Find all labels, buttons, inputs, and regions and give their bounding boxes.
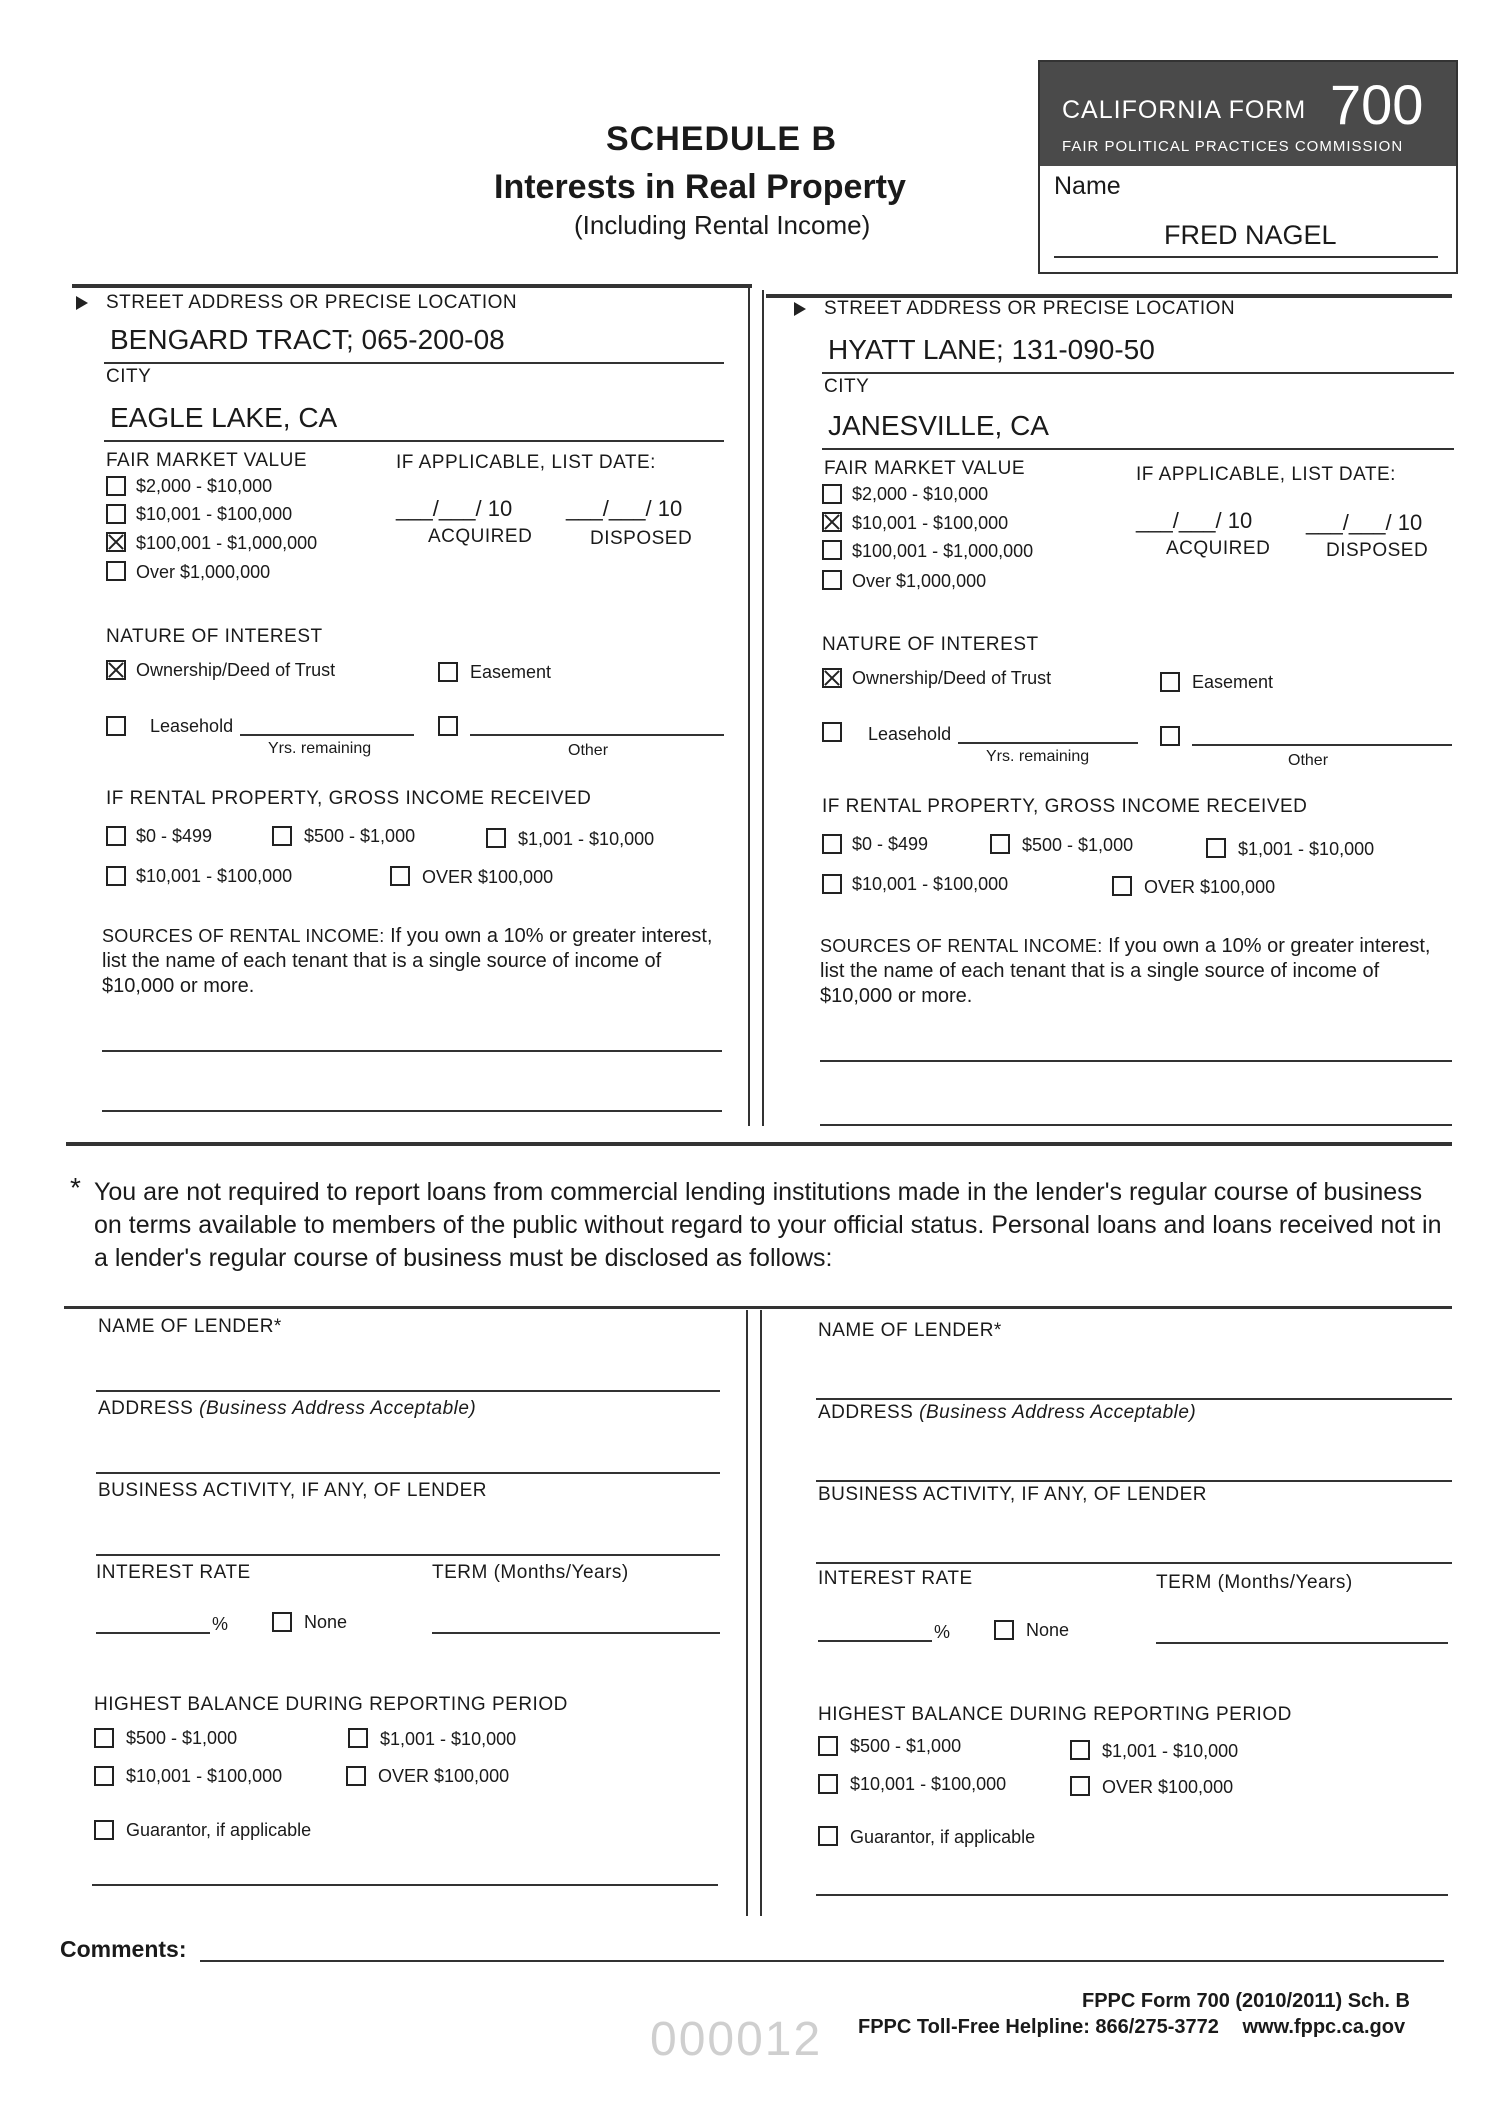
helpline-block [858, 2016, 1405, 2039]
street-label: STREET ADDRESS OR PRECISE LOCATION [106, 292, 518, 313]
acquired-label: ACQUIRED [1166, 538, 1271, 559]
other-label: Other [568, 742, 609, 759]
ownership-checkbox[interactable] [822, 668, 842, 688]
income-checkbox-3[interactable] [486, 828, 506, 848]
activity-line[interactable] [96, 1554, 720, 1556]
income-option: $1,001 - $10,000 [518, 829, 655, 849]
loan-column-divider-a [746, 1310, 748, 1916]
none-label: None [304, 1612, 348, 1632]
balance-option: $1,001 - $10,000 [1102, 1741, 1239, 1761]
term-line[interactable] [432, 1632, 720, 1634]
form-reference: FPPC Form 700 (2010/2011) Sch. B [1082, 1990, 1410, 2012]
sources-line-2 [102, 1110, 722, 1112]
term-label: TERM (Months/Years) [432, 1562, 629, 1583]
income-option: $1,001 - $10,000 [1238, 839, 1375, 859]
guarantor-label: Guarantor, if applicable [126, 1820, 312, 1840]
balance-checkbox-1[interactable] [94, 1728, 114, 1748]
city-label: CITY [824, 376, 870, 397]
fmv-checkbox-4[interactable] [822, 570, 842, 590]
ownership-checkbox[interactable] [106, 660, 126, 680]
sources-line-1 [102, 1050, 722, 1052]
income-checkbox-1[interactable] [822, 834, 842, 854]
rate-label: INTEREST RATE [818, 1568, 973, 1589]
name-line [1054, 256, 1438, 258]
loan-note: You are not required to report loans from commercial lending institutions made in the lender's regular course of business on terms available to members of the public without regard to your official status. Personal loans and loans received not in a lender's regular course of business must be disclosed as follows: [94, 1178, 1442, 1272]
disposed-date: ___/___/ 10 [1306, 510, 1423, 535]
asterisk: * [70, 1172, 81, 1203]
income-checkbox-1[interactable] [106, 826, 126, 846]
yrs-line [958, 742, 1138, 744]
income-option: $0 - $499 [852, 834, 929, 854]
city-line [822, 448, 1454, 450]
balance-option: $500 - $1,000 [126, 1728, 238, 1748]
other-checkbox[interactable] [1160, 726, 1180, 746]
income-checkbox-5[interactable] [390, 866, 410, 886]
street-label: STREET ADDRESS OR PRECISE LOCATION [824, 298, 1236, 319]
arrow-icon [76, 296, 88, 310]
fmv-label: FAIR MARKET VALUE [106, 450, 308, 471]
sources-line-1 [820, 1060, 1452, 1062]
fmv-option: $100,001 - $1,000,000 [136, 533, 318, 553]
balance-option: OVER $100,000 [378, 1766, 510, 1786]
lender-line[interactable] [816, 1398, 1452, 1400]
leasehold-checkbox[interactable] [106, 716, 126, 736]
address-line [822, 372, 1454, 374]
address-line [104, 362, 724, 364]
divider-middle [66, 1142, 1452, 1146]
income-option: $10,001 - $100,000 [852, 874, 1009, 894]
balance-checkbox-2[interactable] [348, 1728, 368, 1748]
address-line[interactable] [816, 1480, 1452, 1482]
sources-block [820, 934, 1452, 1009]
name-label: Name [1054, 172, 1121, 200]
rental-income-label: IF RENTAL PROPERTY, GROSS INCOME RECEIVED [822, 796, 1308, 817]
income-checkbox-4[interactable] [106, 866, 126, 886]
comments-label: Comments: [60, 1936, 187, 1962]
comments-line[interactable] [200, 1960, 1444, 1962]
helpline: FPPC Toll-Free Helpline: 866/275-3772 [858, 2016, 1219, 2038]
guarantor-label: Guarantor, if applicable [850, 1827, 1036, 1847]
ownership-label: Ownership/Deed of Trust [852, 668, 1052, 688]
income-checkbox-2[interactable] [272, 826, 292, 846]
address-value: BENGARD TRACT; 065-200-08 [110, 324, 505, 355]
form-number: 700 [1330, 73, 1424, 136]
schedule-title: SCHEDULE B [606, 120, 838, 158]
balance-option: $500 - $1,000 [850, 1736, 962, 1756]
leasehold-label: Leasehold [868, 724, 952, 744]
balance-option: $10,001 - $100,000 [126, 1766, 283, 1786]
sources-label: SOURCES OF RENTAL INCOME: [820, 936, 1103, 956]
fmv-option: $10,001 - $100,000 [136, 504, 293, 524]
rental-income-label: IF RENTAL PROPERTY, GROSS INCOME RECEIVED [106, 788, 592, 809]
balance-checkbox-2[interactable] [1070, 1740, 1090, 1760]
easement-label: Easement [1192, 672, 1274, 692]
activity-label: BUSINESS ACTIVITY, IF ANY, OF LENDER [98, 1480, 487, 1501]
highest-balance-label: HIGHEST BALANCE DURING REPORTING PERIOD [818, 1704, 1292, 1725]
income-option: $10,001 - $100,000 [136, 866, 293, 886]
column-divider-b [762, 290, 764, 1126]
balance-checkbox-1[interactable] [818, 1736, 838, 1756]
balance-checkbox-3[interactable] [94, 1766, 114, 1786]
rate-label: INTEREST RATE [96, 1562, 251, 1583]
other-label: Other [1288, 752, 1329, 769]
yrs-remaining-label: Yrs. remaining [268, 740, 372, 757]
address-line[interactable] [96, 1472, 720, 1474]
form-badge [1040, 62, 1456, 166]
fmv-checkbox-2[interactable] [822, 512, 842, 532]
yrs-remaining-label: Yrs. remaining [986, 748, 1090, 765]
income-checkbox-3[interactable] [1206, 838, 1226, 858]
fmv-option: $2,000 - $10,000 [852, 484, 989, 504]
income-checkbox-5[interactable] [1112, 876, 1132, 896]
form-label: CALIFORNIA FORM [1062, 96, 1307, 124]
highest-balance-label: HIGHEST BALANCE DURING REPORTING PERIOD [94, 1694, 568, 1715]
income-checkbox-4[interactable] [822, 874, 842, 894]
guarantor-line[interactable] [92, 1884, 718, 1886]
fmv-option: Over $1,000,000 [136, 562, 271, 582]
balance-option: OVER $100,000 [1102, 1777, 1234, 1797]
fmv-checkbox-3[interactable] [822, 540, 842, 560]
name-value: FRED NAGEL [1164, 220, 1337, 250]
lender-line[interactable] [96, 1390, 720, 1392]
address-hint: (Business Address Acceptable) [199, 1398, 477, 1419]
fmv-checkbox-1[interactable] [822, 484, 842, 504]
none-checkbox[interactable] [994, 1620, 1014, 1640]
commission-name: FAIR POLITICAL PRACTICES COMMISSION [1062, 138, 1404, 155]
guarantor-line[interactable] [816, 1894, 1448, 1896]
nature-label: NATURE OF INTEREST [822, 634, 1039, 655]
rate-line[interactable] [818, 1640, 932, 1642]
other-checkbox[interactable] [438, 716, 458, 736]
city-value: JANESVILLE, CA [828, 410, 1049, 441]
percent-sign: % [934, 1622, 951, 1642]
column-divider-a [748, 284, 750, 1126]
easement-checkbox[interactable] [1160, 672, 1180, 692]
easement-checkbox[interactable] [438, 662, 458, 682]
acquired-date: ___/___/ 10 [396, 496, 513, 521]
city-value: EAGLE LAKE, CA [110, 402, 338, 433]
arrow-icon [794, 302, 806, 316]
address-label [818, 1402, 1196, 1424]
city-line [104, 440, 724, 442]
guarantor-checkbox[interactable] [94, 1820, 114, 1840]
address-value: HYATT LANE; 131-090-50 [828, 334, 1155, 365]
income-option: $500 - $1,000 [1022, 835, 1134, 855]
income-option: OVER $100,000 [1144, 877, 1276, 897]
balance-option: $10,001 - $100,000 [850, 1774, 1007, 1794]
term-line[interactable] [1156, 1642, 1448, 1644]
schedule-subtitle: (Including Rental Income) [574, 210, 871, 240]
if-date-label: IF APPLICABLE, LIST DATE: [1136, 464, 1396, 485]
fmv-checkbox-3[interactable] [106, 532, 126, 552]
leasehold-label: Leasehold [150, 716, 234, 736]
address-hint: (Business Address Acceptable) [919, 1402, 1197, 1423]
lender-label: NAME OF LENDER* [98, 1316, 282, 1337]
easement-label: Easement [470, 662, 552, 682]
fmv-checkbox-1[interactable] [106, 476, 126, 496]
term-label: TERM (Months/Years) [1156, 1572, 1353, 1593]
balance-checkbox-3[interactable] [818, 1774, 838, 1794]
fmv-label: FAIR MARKET VALUE [824, 458, 1026, 479]
page-stamp: 000012 [650, 2013, 823, 2066]
acquired-date: ___/___/ 10 [1136, 508, 1253, 533]
lender-label: NAME OF LENDER* [818, 1320, 1002, 1341]
income-option: $500 - $1,000 [304, 826, 416, 846]
income-option: $0 - $499 [136, 826, 213, 846]
fmv-option: $100,001 - $1,000,000 [852, 541, 1034, 561]
activity-line[interactable] [816, 1562, 1452, 1564]
percent-sign: % [212, 1614, 229, 1634]
schedule-heading: Interests in Real Property [494, 168, 906, 206]
address-label-text: ADDRESS [98, 1398, 194, 1419]
none-label: None [1026, 1620, 1070, 1640]
balance-checkbox-4[interactable] [346, 1766, 366, 1786]
sources-line-2 [820, 1124, 1452, 1126]
divider-loans [64, 1306, 1452, 1309]
address-label-text: ADDRESS [818, 1402, 914, 1423]
income-checkbox-2[interactable] [990, 834, 1010, 854]
rate-line[interactable] [96, 1632, 210, 1634]
income-option: OVER $100,000 [422, 867, 554, 887]
yrs-line [240, 734, 414, 736]
address-label [98, 1398, 476, 1420]
sources-text: If you own a 10% or greater interest, list the name of each tenant that is a single source of income of $10,000 or more. [820, 935, 1431, 1007]
guarantor-checkbox[interactable] [818, 1826, 838, 1846]
loan-column-divider-b [760, 1310, 762, 1916]
fmv-option: $2,000 - $10,000 [136, 476, 273, 496]
sources-block [102, 924, 728, 999]
activity-label: BUSINESS ACTIVITY, IF ANY, OF LENDER [818, 1484, 1207, 1505]
sources-label: SOURCES OF RENTAL INCOME: [102, 926, 385, 946]
fmv-option: $10,001 - $100,000 [852, 513, 1009, 533]
website-link[interactable]: www.fppc.ca.gov [1242, 2016, 1406, 2038]
nature-label: NATURE OF INTEREST [106, 626, 323, 647]
fmv-checkbox-2[interactable] [106, 504, 126, 524]
ownership-label: Ownership/Deed of Trust [136, 660, 336, 680]
fmv-checkbox-4[interactable] [106, 561, 126, 581]
none-checkbox[interactable] [272, 1612, 292, 1632]
other-line [470, 734, 724, 736]
city-label: CITY [106, 366, 152, 387]
leasehold-checkbox[interactable] [822, 722, 842, 742]
disposed-date: ___/___/ 10 [566, 496, 683, 521]
disposed-label: DISPOSED [590, 528, 693, 549]
acquired-label: ACQUIRED [428, 526, 533, 547]
divider-top-left [72, 284, 752, 288]
if-date-label: IF APPLICABLE, LIST DATE: [396, 452, 656, 473]
fmv-option: Over $1,000,000 [852, 571, 987, 591]
balance-checkbox-4[interactable] [1070, 1776, 1090, 1796]
balance-option: $1,001 - $10,000 [380, 1729, 517, 1749]
other-line [1192, 744, 1452, 746]
sources-text: If you own a 10% or greater interest, list the name of each tenant that is a single source of income of $10,000 or more. [102, 925, 713, 997]
disposed-label: DISPOSED [1326, 540, 1429, 561]
